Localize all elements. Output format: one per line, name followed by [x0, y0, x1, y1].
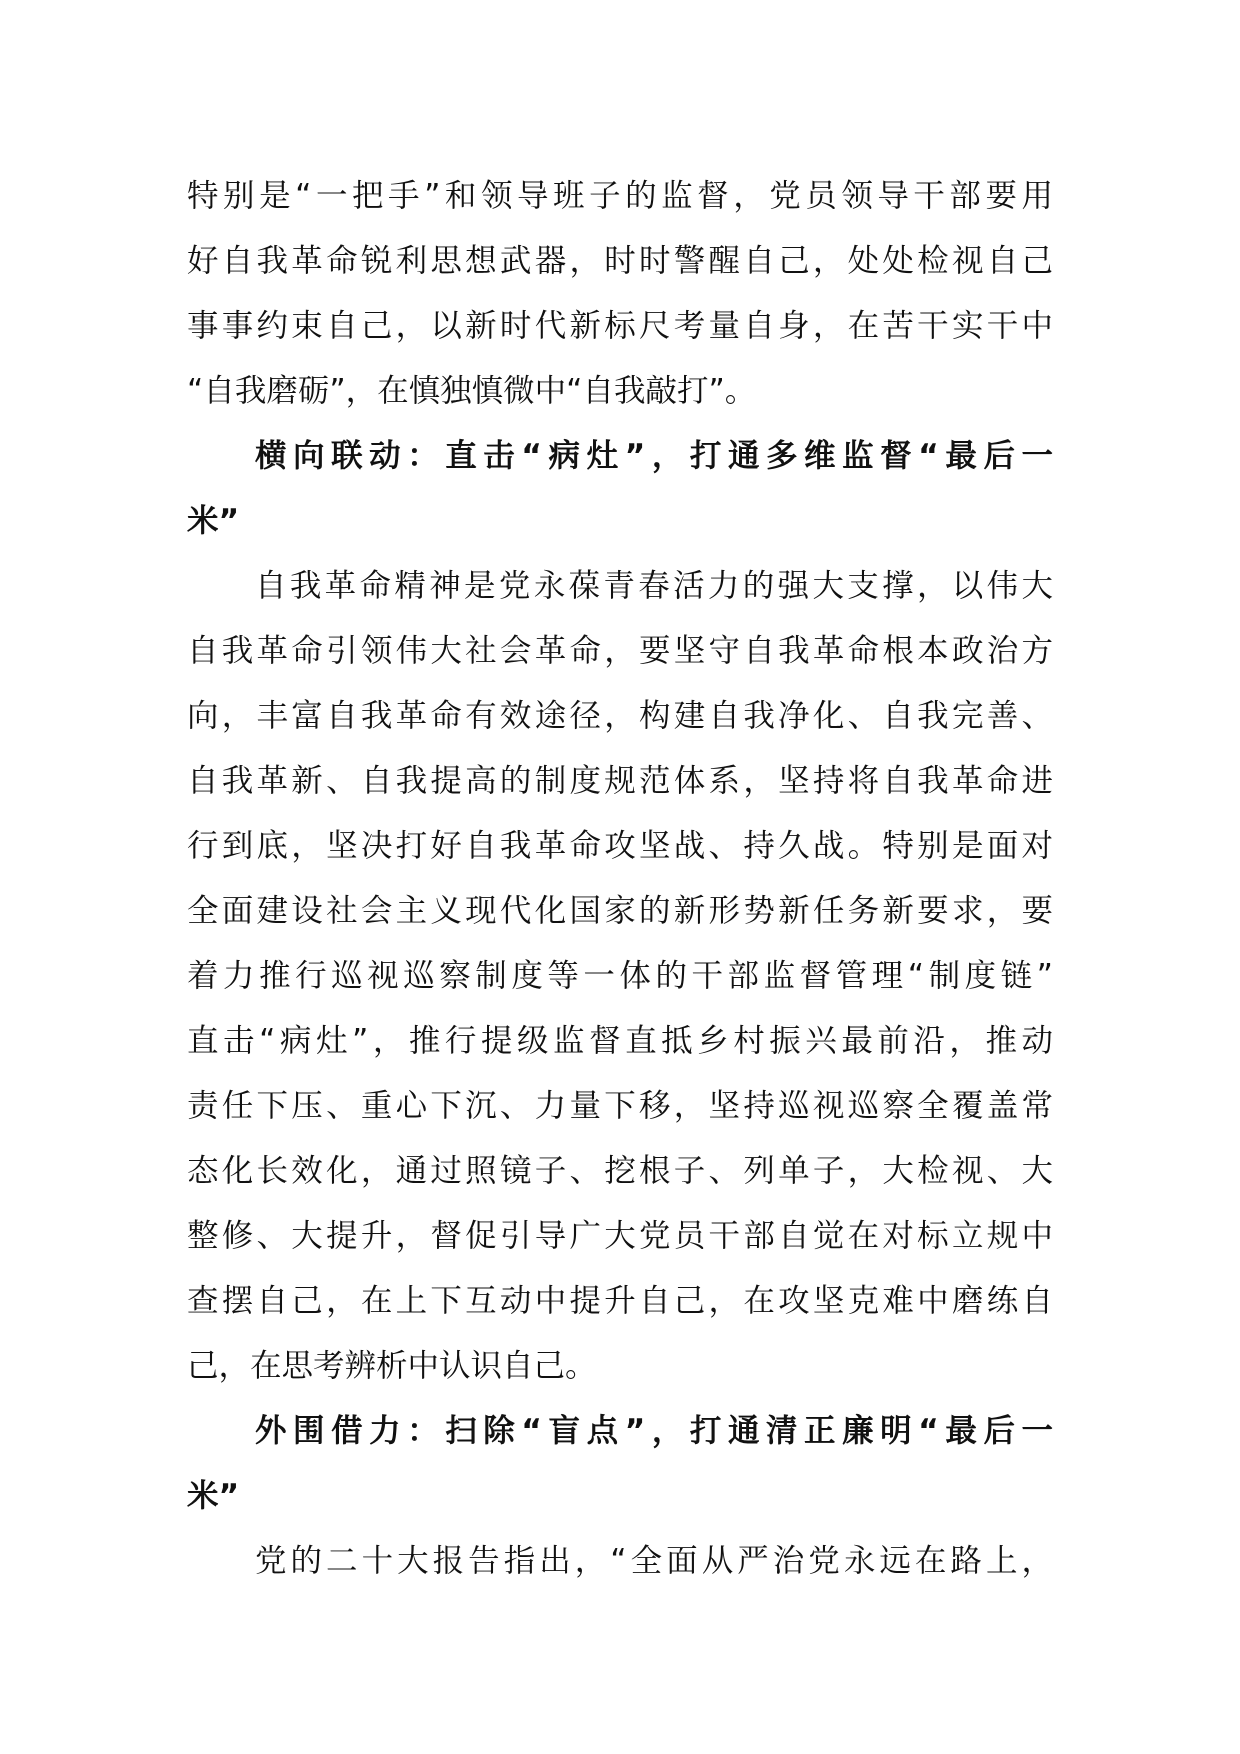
heading-line: 米”: [187, 1478, 240, 1514]
text-line: 自我革命精神是党永葆青春活力的强大支撑，以伟大: [255, 568, 1053, 604]
text-line: 己，在思考辨析中认识自己。: [187, 1348, 597, 1384]
text-line: 直击“病灶”，推行提级监督直抵乡村振兴最前沿，推动: [187, 1023, 1053, 1059]
heading-line: 横向联动：直击“病灶”，打通多维监督“最后一: [255, 438, 1053, 474]
paragraph-1: [187, 164, 1053, 424]
text-line: 向，丰富自我革命有效途径，构建自我净化、自我完善、: [187, 698, 1053, 734]
text-line: 态化长效化，通过照镜子、挖根子、列单子，大检视、大: [187, 1153, 1053, 1189]
text-line: 好自我革命锐利思想武器，时时警醒自己，处处检视自己: [187, 243, 1053, 279]
section-heading-1: [187, 424, 1053, 554]
text-line: 责任下压、重心下沉、力量下移，坚持巡视巡察全覆盖常: [187, 1088, 1053, 1124]
document-body: [187, 164, 1053, 1594]
text-line: “自我磨砺”，在慎独慎微中“自我敲打”。: [187, 373, 757, 409]
heading-line: 外围借力：扫除“盲点”，打通清正廉明“最后一: [255, 1413, 1053, 1449]
text-line: 着力推行巡视巡察制度等一体的干部监督管理“制度链”: [187, 958, 1053, 994]
text-line: 全面建设社会主义现代化国家的新形势新任务新要求，要: [187, 893, 1053, 929]
heading-line: 米”: [187, 503, 240, 539]
text-line: 行到底，坚决打好自我革命攻坚战、持久战。特别是面对: [187, 828, 1053, 864]
text-line: 查摆自己，在上下互动中提升自己，在攻坚克难中磨练自: [187, 1283, 1053, 1319]
text-line: 自我革命引领伟大社会革命，要坚守自我革命根本政治方: [187, 633, 1053, 669]
text-line: 自我革新、自我提高的制度规范体系，坚持将自我革命进: [187, 763, 1053, 799]
section-heading-2: [187, 1399, 1053, 1529]
text-line: 党的二十大报告指出，“全面从严治党永远在路上，: [255, 1543, 1053, 1579]
text-line: 整修、大提升，督促引导广大党员干部自觉在对标立规中: [187, 1218, 1053, 1254]
text-line: 特别是“一把手”和领导班子的监督，党员领导干部要用: [187, 178, 1053, 214]
paragraph-2: [187, 554, 1053, 1399]
paragraph-3: [187, 1529, 1053, 1594]
text-line: 事事约束自己，以新时代新标尺考量自身，在苦干实干中: [187, 308, 1053, 344]
